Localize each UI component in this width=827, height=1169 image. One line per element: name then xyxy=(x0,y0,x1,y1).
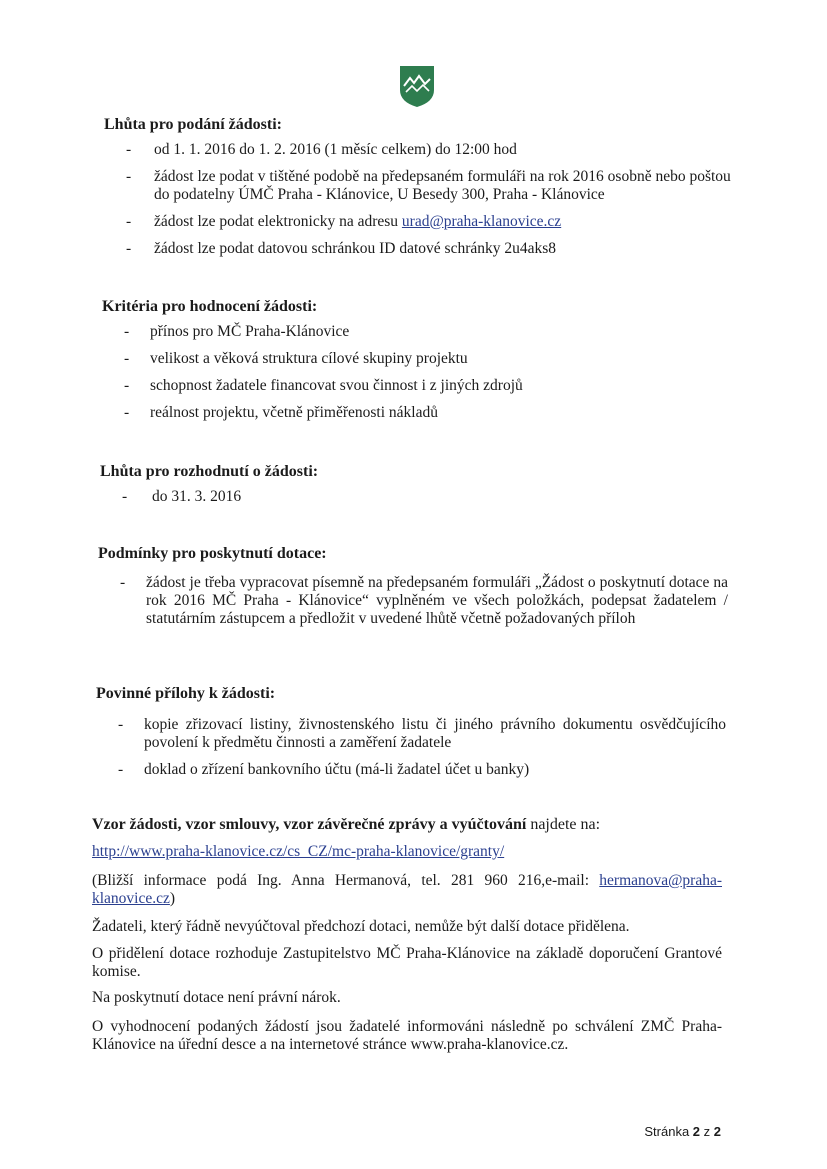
contact-paragraph: (Bližší informace podá Ing. Anna Hermanová, tel. 281 960 216,e-mail: hermanova@praha-klanovice.cz) xyxy=(92,872,722,907)
list-item: - žádost lze podat datovou schránkou ID datové schránky 2u4aks8 xyxy=(104,240,734,258)
list-item: - reálnost projektu, včetně přiměřenosti nákladů xyxy=(102,404,732,422)
decision-deadline-section xyxy=(100,462,730,515)
list-item: - velikost a věková struktura cílové skupiny projektu xyxy=(102,350,732,368)
criteria-section xyxy=(102,297,732,431)
list-item: - do 31. 3. 2016 xyxy=(100,488,730,506)
municipal-crest-icon xyxy=(398,64,436,108)
section-title: Kritéria pro hodnocení žádosti: xyxy=(102,298,318,315)
note-paragraph: Žadateli, který řádně nevyúčtoval předchozí dotaci, nemůže být další dotace přidělena. xyxy=(92,918,630,935)
conditions-section xyxy=(98,544,728,637)
section-title: Podmínky pro poskytnutí dotace: xyxy=(98,545,327,562)
list-item: - žádost je třeba vypracovat písemně na předepsaném formuláři „Žádost o poskytnutí dotace na rok 2016 MČ Praha - Klánovice“ vyplněném ve všech položkách, podepsat žadatelem / statutárním zástupcem a předložit v uvedené lhůtě včetně požadovaných příloh xyxy=(98,574,728,628)
contact-email-link[interactable]: hermanova@praha-klanovice.cz xyxy=(92,872,722,907)
note-paragraph: O přidělení dotace rozhoduje Zastupitelstvo MČ Praha-Klánovice na základě doporučení Grantové komise. xyxy=(92,945,722,980)
list-item: - kopie zřizovací listiny, živnostenského listu či jiného právního dokumentu osvědčujícího povolení k předmětu činnosti a zaměření žadatele xyxy=(96,716,726,752)
list-item: - žádost lze podat v tištěné podobě na předepsaném formuláři na rok 2016 osobně nebo poštou do podatelny ÚMČ Praha - Klánovice, U Besedy 300, Praha - Klánovice xyxy=(104,168,734,204)
section-title: Povinné přílohy k žádosti: xyxy=(96,685,276,702)
grants-url xyxy=(92,843,722,861)
list-item: - schopnost žadatele financovat svou činnost i z jiných zdrojů xyxy=(102,377,732,395)
page-number: Stránka 2 z 2 xyxy=(644,1124,721,1139)
note-paragraph: O vyhodnocení podaných žádostí jsou žadatelé informováni následně po schválení ZMČ Praha-Klánovice na úřední desce a na internetové stránce www.praha-klanovice.cz. xyxy=(92,1018,722,1053)
section-title: Lhůta pro podání žádosti: xyxy=(104,116,282,133)
list-item: - žádost lze podat elektronicky na adresu urad@praha-klanovice.cz xyxy=(104,213,734,231)
note-paragraph: Na poskytnutí dotace není právní nárok. xyxy=(92,989,341,1006)
grants-link[interactable]: http://www.praha-klanovice.cz/cs_CZ/mc-praha-klanovice/granty/ xyxy=(92,843,505,860)
list-item: - od 1. 1. 2016 do 1. 2. 2016 (1 měsíc celkem) do 12:00 hod xyxy=(104,141,734,159)
list-item: - přínos pro MČ Praha-Klánovice xyxy=(102,323,732,341)
list-item: - doklad o zřízení bankovního účtu (má-li žadatel účet u banky) xyxy=(96,761,726,779)
submission-deadline-section xyxy=(104,115,734,267)
email-link[interactable]: urad@praha-klanovice.cz xyxy=(401,213,562,230)
section-title: Lhůta pro rozhodnutí o žádosti: xyxy=(100,463,319,480)
attachments-section xyxy=(96,684,726,788)
templates-paragraph: Vzor žádosti, vzor smlouvy, vzor závěrečné zprávy a vyúčtování najdete na: xyxy=(92,816,601,833)
